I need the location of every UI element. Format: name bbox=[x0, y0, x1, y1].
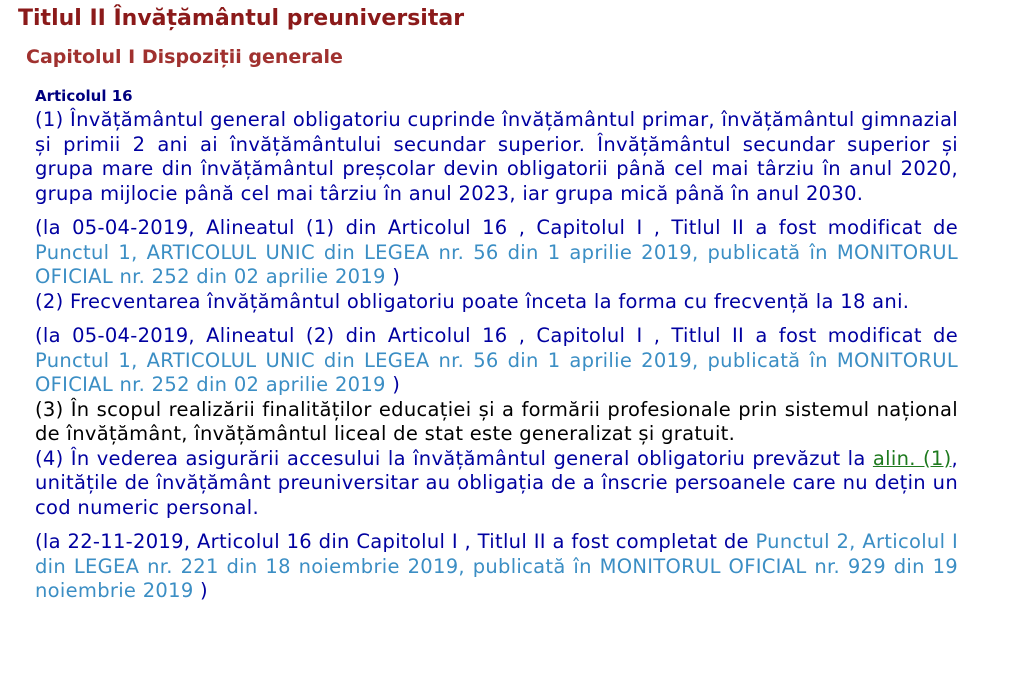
paragraph-4 bbox=[35, 447, 958, 521]
paragraph-3: (3) În scopul realizării finalităților educației și a formării profesionale prin sistemul național de învățământ, învățământul liceal de stat este generalizat și gratuit. bbox=[35, 397, 958, 445]
amendment-note-3 bbox=[35, 530, 958, 604]
amendment-note-1-close: ) bbox=[385, 265, 401, 288]
article-heading: Articolul 16 bbox=[35, 87, 133, 105]
cross-reference-link[interactable]: alin. (1) bbox=[872, 446, 952, 470]
amendment-link-1[interactable]: Punctul 1, ARTICOLUL UNIC din LEGEA nr. 56 din 1 aprilie 2019, publicată în MONITORUL OFICIAL nr. 252 din 02 aprilie 2019 bbox=[35, 240, 958, 288]
paragraph-4-rest: , unitățile de învățământ preuniversitar au obligația de a înscrie persoanele care nu dețin un cod numeric personal. bbox=[35, 446, 958, 519]
amendment-link-2[interactable]: Punctul 1, ARTICOLUL UNIC din LEGEA nr. 56 din 1 aprilie 2019, publicată în MONITORUL OFICIAL nr. 252 din 02 aprilie 2019 bbox=[35, 348, 958, 396]
amendment-note-2 bbox=[35, 324, 958, 398]
amendment-note-3-text: (la 22-11-2019, Articolul 16 din Capitolul I , Titlul II a fost completat de bbox=[35, 530, 756, 553]
title-heading: Titlul II Învățământul preuniversitar bbox=[18, 6, 465, 31]
article-body bbox=[35, 108, 958, 604]
amendment-note-1-text: (la 05-04-2019, Alineatul (1) din Articolul 16 , Capitolul I , Titlul II a fost modificat de bbox=[35, 216, 958, 239]
paragraph-4-text: (4) În vederea asigurării accesului la învățământul general obligatoriu prevăzut la bbox=[35, 446, 873, 470]
amendment-link-3[interactable]: Punctul 2, Articolul I din LEGEA nr. 221 din 18 noiembrie 2019, publicată în MONITORUL OFICIAL nr. 929 din 19 noiembrie 2019 bbox=[35, 530, 958, 602]
paragraph-2: (2) Frecventarea învățământul obligatoriu poate înceta la forma cu frecvență la 18 ani. bbox=[35, 289, 910, 313]
amendment-note-1 bbox=[35, 216, 958, 290]
amendment-note-3-close: ) bbox=[193, 579, 208, 602]
amendment-note-2-text: (la 05-04-2019, Alineatul (2) din Articolul 16 , Capitolul I , Titlul II a fost modificat de bbox=[35, 324, 958, 347]
amendment-note-2-close: ) bbox=[385, 373, 401, 396]
paragraph-1: (1) Învățământul general obligatoriu cuprinde învățământul primar, învățământul gimnazial și primii 2 ani ai învățământului secundar superior. Învățământul secundar superior și grupa mare din învățământul preșcolar devin obligatorii până cel mai târziu în anul 2020, grupa mijlocie până cel mai târziu în anul 2023, iar grupa mică până în anul 2030. bbox=[35, 108, 958, 205]
chapter-heading: Capitolul I Dispoziții generale bbox=[26, 46, 343, 68]
